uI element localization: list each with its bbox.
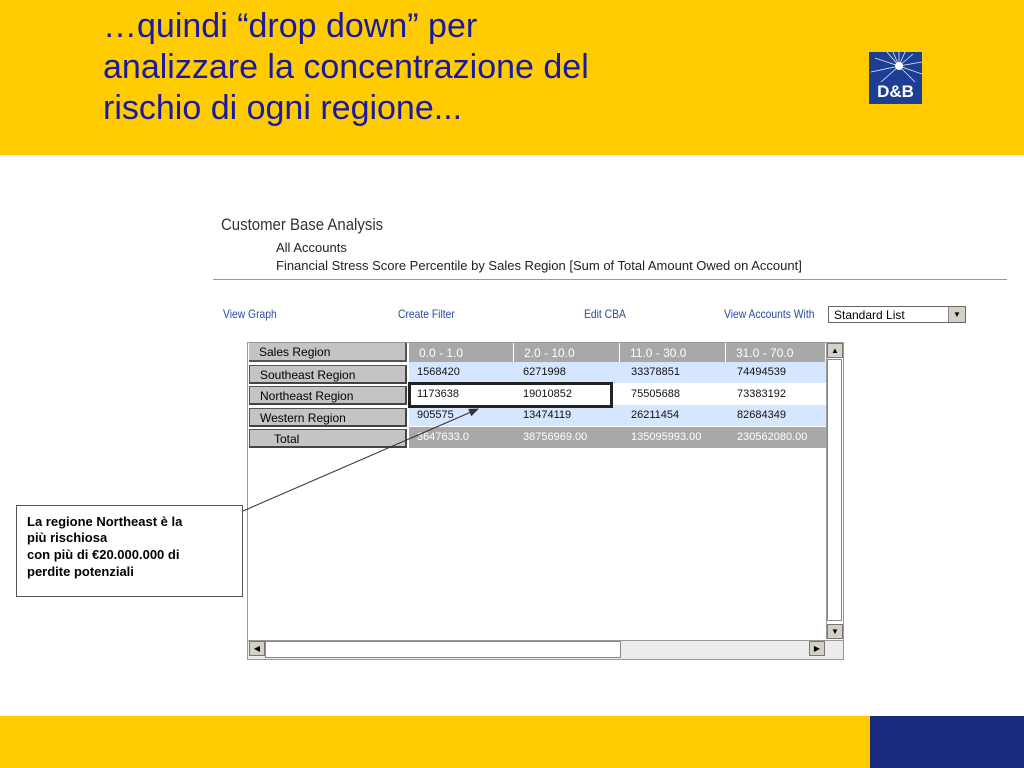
cell-total-3[interactable]: 135095993.00: [631, 431, 702, 443]
cba-subtitle-accounts: All Accounts: [276, 240, 347, 255]
column-header-1-label: 0.0 - 1.0: [419, 346, 464, 360]
cell-western-2[interactable]: 13474119: [523, 409, 572, 421]
slide-title-line-3: rischio di ogni regione...: [103, 89, 463, 127]
row-header-western-label: Western Region: [260, 411, 346, 425]
cell-total-4[interactable]: 230562080.00: [737, 431, 808, 443]
view-accounts-with-link[interactable]: View Accounts With: [724, 307, 815, 321]
cell-total-1[interactable]: 3647633.0: [417, 431, 469, 443]
column-header-3-label: 11.0 - 30.0: [630, 346, 687, 360]
select-value: Standard List: [834, 308, 905, 322]
view-graph-link[interactable]: View Graph: [223, 307, 277, 321]
column-header-2-label: 2.0 - 10.0: [524, 346, 575, 360]
callout-box: [16, 505, 243, 597]
sales-region-header-label: Sales Region: [259, 345, 331, 359]
chevron-down-icon[interactable]: ▼: [948, 307, 965, 322]
cell-western-1[interactable]: 905575: [417, 409, 454, 421]
edit-cba-link[interactable]: Edit CBA: [584, 307, 626, 321]
cell-northeast-4[interactable]: 73383192: [737, 388, 786, 400]
callout-line-3: con più di €20.000.000 di: [27, 547, 180, 562]
cell-northeast-1[interactable]: 1173638: [417, 388, 460, 400]
row-header-northeast-label: Northeast Region: [260, 389, 354, 403]
cell-southeast-4[interactable]: 74494539: [737, 366, 786, 378]
footer-accent: [870, 716, 1024, 768]
cell-total-2[interactable]: 38756969.00: [523, 431, 588, 443]
cell-northeast-3[interactable]: 75505688: [631, 388, 680, 400]
create-filter-link[interactable]: Create Filter: [398, 307, 455, 321]
slide-title-line-2: analizzare la concentrazione del: [103, 48, 589, 86]
callout-line-2: più rischiosa: [27, 530, 108, 545]
cell-western-3[interactable]: 26211454: [631, 409, 680, 421]
cell-southeast-2[interactable]: 6271998: [523, 366, 566, 378]
cba-subtitle-description: Financial Stress Score Percentile by Sales Region [Sum of Total Amount Owed on Account]: [276, 258, 802, 273]
column-header-4-label: 31.0 - 70.0: [736, 346, 794, 360]
logo-text: D&B: [877, 82, 914, 101]
scroll-down-icon[interactable]: ▼: [827, 624, 843, 639]
cell-southeast-1[interactable]: 1568420: [417, 366, 460, 378]
row-header-southeast-label: Southeast Region: [260, 368, 356, 382]
scroll-up-icon[interactable]: ▲: [827, 343, 843, 358]
cell-southeast-3[interactable]: 33378851: [631, 366, 680, 378]
cell-western-4[interactable]: 82684349: [737, 409, 786, 421]
cba-title: Customer Base Analysis: [221, 215, 384, 234]
slide-title-line-1: …quindi “drop down” per: [103, 7, 478, 45]
cell-northeast-2[interactable]: 19010852: [523, 388, 572, 400]
footer-band: [0, 716, 870, 768]
scroll-right-icon[interactable]: ▶: [809, 641, 825, 656]
row-header-total-label: Total: [274, 432, 300, 446]
callout-line-1: La regione Northeast è la: [27, 514, 183, 529]
scroll-left-icon[interactable]: ◀: [249, 641, 265, 656]
callout-line-4: perdite potenziali: [27, 564, 134, 579]
